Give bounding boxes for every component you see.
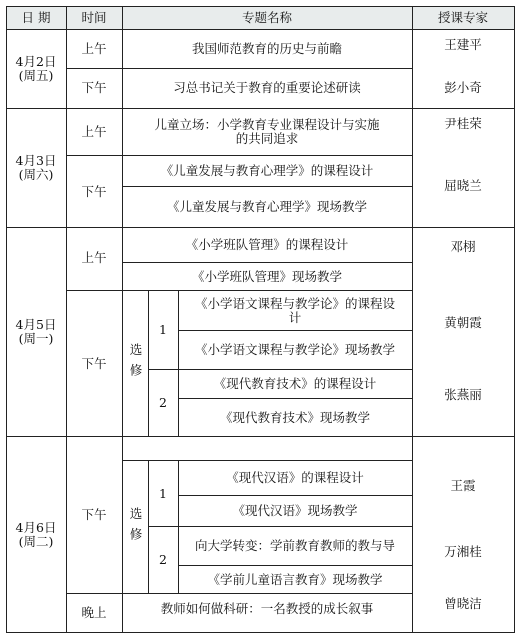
topic-cell: 《学前儿童语言教育》现场教学 [207, 571, 383, 587]
table-border [514, 6, 515, 633]
time-cell: 下午 [81, 80, 107, 95]
expert-cell: 屈晓兰 [444, 178, 482, 193]
date-cell [6, 228, 66, 436]
time-cell: 下午 [81, 507, 107, 522]
group-number: 2 [159, 552, 167, 567]
header-expert: 授课专家 [412, 7, 514, 29]
topic-cell: 《小学班队管理》现场教学 [191, 268, 342, 284]
row-divider [66, 155, 412, 156]
expert-cell: 尹桂荣 [444, 116, 482, 131]
date-label: 4月6日 [15, 519, 57, 535]
expert-cell: 万湘桂 [444, 544, 482, 559]
date-label: 4月5日 [15, 317, 57, 332]
elective-label: 选修 [128, 506, 143, 548]
column-divider [122, 6, 123, 633]
column-divider [148, 460, 149, 594]
table-border [6, 6, 7, 633]
header-date: 日 期 [6, 7, 66, 29]
row-divider [178, 565, 412, 566]
header-time: 时间 [66, 7, 122, 29]
date-cell [6, 30, 66, 108]
row-divider [66, 593, 412, 594]
topic-cell: 《现代汉语》的课程设计 [226, 470, 364, 485]
time-cell: 上午 [81, 124, 107, 139]
time-cell: 晚上 [81, 605, 107, 620]
column-divider [412, 6, 413, 633]
topic-cell: 《小学语文课程与教学论》现场教学 [194, 342, 395, 357]
row-divider [178, 398, 412, 399]
weekday-label: (周一) [18, 331, 54, 346]
column-divider [66, 6, 67, 633]
topic-cell: 《小学语文课程与教学论》的课程设计 [194, 295, 395, 325]
expert-cell: 邓栩 [450, 239, 476, 254]
row-divider [148, 369, 412, 370]
row-divider [6, 108, 515, 109]
topic-cell: 《现代教育技术》的课程设计 [213, 376, 377, 391]
time-cell: 下午 [81, 183, 107, 199]
weekday-label: (周五) [18, 68, 54, 83]
topic-cell: 《现代教育技术》现场教学 [219, 409, 370, 425]
group-number: 1 [159, 322, 167, 337]
row-divider [148, 526, 412, 527]
date-cell [6, 109, 66, 227]
row-divider [122, 262, 412, 263]
date-cell [6, 437, 66, 632]
topic-cell: 向大学转变：学前教育教师的教与导 [194, 538, 395, 553]
group-number: 1 [159, 485, 167, 501]
topic-cell: 习总书记关于教育的重要论述研读 [173, 80, 361, 95]
time-cell: 下午 [81, 355, 107, 371]
table-border [6, 632, 515, 633]
expert-cell: 王霞 [450, 478, 476, 493]
group-number: 2 [159, 395, 167, 410]
weekday-label: (周二) [18, 533, 54, 549]
row-divider [178, 330, 412, 331]
row-divider [6, 436, 515, 437]
topic-cell: 儿童立场：小学教育专业课程设计与实施的共同追求 [154, 117, 380, 146]
row-divider [178, 495, 412, 496]
row-divider [66, 290, 412, 291]
time-cell: 上午 [81, 41, 107, 56]
topic-cell: 《现代汉语》现场教学 [232, 503, 358, 518]
row-divider [66, 68, 412, 69]
date-label: 4月2日 [15, 54, 57, 69]
column-divider [148, 290, 149, 437]
row-divider [6, 227, 515, 228]
expert-cell: 彭小奇 [444, 80, 482, 95]
row-divider [6, 29, 515, 30]
time-cell: 上午 [81, 250, 107, 265]
expert-cell: 黄朝霞 [444, 315, 482, 330]
expert-cell: 曾晓洁 [444, 596, 482, 611]
topic-cell: 我国师范教育的历史与前瞻 [191, 41, 342, 56]
weekday-label: (周六) [18, 167, 54, 182]
column-divider [178, 460, 179, 594]
topic-cell: 教师如何做科研：一名教授的成长叙事 [160, 601, 374, 616]
row-divider [122, 460, 412, 461]
column-divider [178, 290, 179, 437]
expert-cell: 张燕丽 [444, 387, 482, 402]
date-label: 4月3日 [15, 153, 57, 168]
topic-cell: 《儿童发展与教育心理学》的课程设计 [160, 163, 374, 178]
header-topic: 专题名称 [122, 7, 412, 29]
topic-cell: 《儿童发展与教育心理学》现场教学 [166, 199, 367, 214]
topic-cell: 《小学班队管理》的课程设计 [185, 237, 349, 252]
row-divider [122, 186, 412, 187]
expert-cell: 王建平 [444, 37, 482, 52]
table-border [6, 6, 515, 7]
elective-label: 选修 [128, 343, 143, 384]
